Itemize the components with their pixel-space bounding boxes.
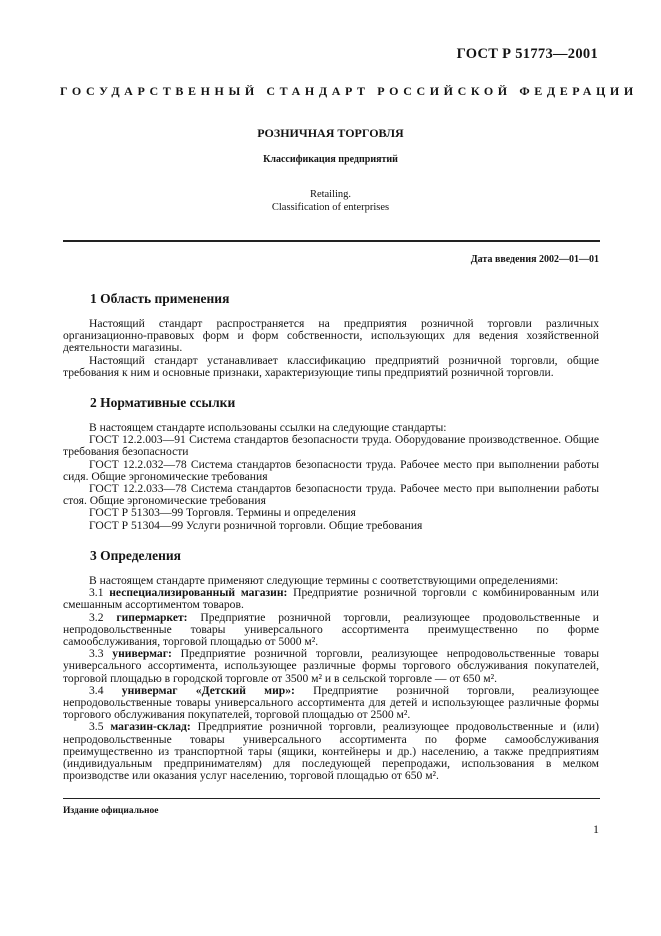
definition-text: Предприятие розничной торговли с комбинированным или смешанным ассортиментом товаров. xyxy=(63,586,599,612)
document-subtitle: Классификация предприятий xyxy=(263,154,398,165)
definition-text: Предприятие розничной торговли, реализующее непродовольственные товары универсального ассортимента для детей и использующее различные формы торгового обслуживания покупателей, торговой площадью от 2500 м². xyxy=(63,683,600,722)
definition-number: 3.2 xyxy=(89,610,104,624)
edition-label: Издание официальное xyxy=(63,806,159,816)
section-1-paragraph: Настоящий стандарт распространяется на предприятия розничной торговли различных организационно-правовых форм и форм собственности, использующих для ведения хозяйственной деятельности магазины. xyxy=(63,317,599,355)
date-of-introduction: Дата введения 2002—01—01 xyxy=(470,254,599,265)
definition-item xyxy=(63,612,599,649)
section-1-heading: 1 Область применения xyxy=(90,291,230,306)
english-title-line2: Classification of enterprises xyxy=(271,202,390,213)
definition-number: 3.4 xyxy=(89,683,104,697)
definition-term: универмаг: xyxy=(112,647,172,661)
gost-code: ГОСТ Р 51773—2001 xyxy=(456,46,598,62)
english-title-line1: Retailing. xyxy=(309,189,352,200)
state-standard-heading: ГОСУДАРСТВЕННЫЙ СТАНДАРТ РОССИЙСКОЙ ФЕДЕРАЦИИ xyxy=(60,84,638,98)
definition-number: 3.1 xyxy=(89,586,104,600)
english-title xyxy=(60,188,601,214)
reference-item: ГОСТ Р 51304—99 Услуги розничной торговли. Общие требования xyxy=(89,518,423,532)
definition-item xyxy=(63,721,599,782)
definition-term: неспециализированный магазин: xyxy=(109,586,288,600)
definition-item xyxy=(63,587,599,611)
reference-item: ГОСТ Р 51303—99 Торговля. Термины и определения xyxy=(89,506,356,520)
footer-divider xyxy=(63,798,600,799)
definition-term: гипермаркет: xyxy=(116,610,188,624)
title-divider xyxy=(63,240,600,242)
reference-item: ГОСТ 12.2.033—78 Система стандартов безопасности труда. Рабочее место при выполнении работы стоя. Общие эргономические требования xyxy=(63,482,599,508)
definition-text: Предприятие розничной торговли, реализующее продовольственные и (или) непродовольственные товары универсального ассортимента по форме самообслуживания преимущественно из транспортной тары (ящики, контейнеры и др.) населению, а также предприятиям (индивидуальным предпринимателям) для последующей перепродажи, использования в мелком производстве или оказания услуг населению, торговой площадью от 650 м². xyxy=(63,720,599,783)
reference-item: ГОСТ 12.2.003—91 Система стандартов безопасности труда. Оборудование производственное. Общие требования безопасности xyxy=(63,433,599,459)
section-2-body xyxy=(63,422,599,532)
definition-number: 3.3 xyxy=(89,647,104,661)
definition-text: Предприятие розничной торговли, реализующее непродовольственные товары универсального ассортимента, использующее различные формы торгового обслуживания покупателей, торговой площадью в городской торговле от 3500 м² и в сельской торговле — от 650 м². xyxy=(63,647,599,685)
section-1-paragraph: Настоящий стандарт устанавливает классификацию предприятий розничной торговли, общие требования к ним и основные признаки, характеризующие типы предприятий розничной торговли. xyxy=(63,353,599,379)
section-2-intro: В настоящем стандарте использованы ссылки на следующие стандарты: xyxy=(89,421,447,434)
definition-term: магазин-склад: xyxy=(110,720,191,734)
definition-text: Предприятие розничной торговли, реализующее продовольственные и непродовольственные товары универсального ассортимента преимущественно по форме самообслуживания, торговой площадью от 5000 м². xyxy=(63,610,599,649)
page-number: 1 xyxy=(593,822,599,836)
section-3-body xyxy=(63,575,599,782)
section-1-body xyxy=(63,318,599,379)
definition-number: 3.5 xyxy=(89,720,104,734)
definition-item xyxy=(63,648,599,685)
document-title: РОЗНИЧНАЯ ТОРГОВЛЯ xyxy=(257,126,404,140)
section-3-intro: В настоящем стандарте применяют следующие термины с соответствующими определениями: xyxy=(89,574,559,587)
definition-term: универмаг «Детский мир»: xyxy=(121,683,295,697)
section-2-heading: 2 Нормативные ссылки xyxy=(90,395,236,410)
section-3-heading: 3 Определения xyxy=(90,548,181,563)
definition-item xyxy=(63,685,599,722)
reference-item: ГОСТ 12.2.032—78 Система стандартов безопасности труда. Рабочее место при выполнении работы сидя. Общие эргономические требования xyxy=(63,457,599,483)
